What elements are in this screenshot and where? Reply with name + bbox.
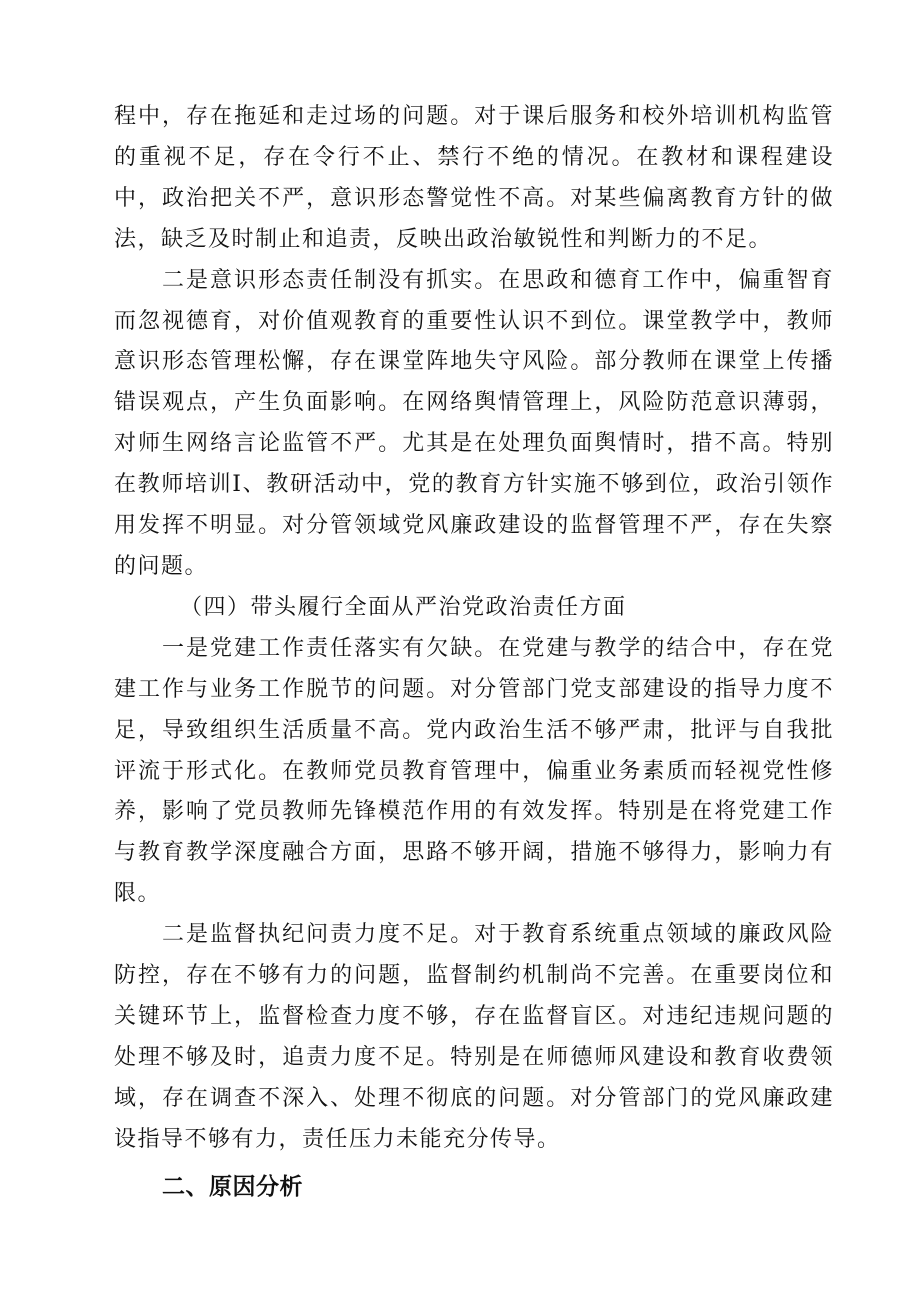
paragraph-continuation: 程中，存在拖延和走过场的问题。对于课后服务和校外培训机构监管的重视不足，存在令行不止、禁行不绝的情况。在教材和课程建设中，政治把关不严，意识形态警觉性不高。对某些偏离教育方针的做法，缺乏及时制止和追责，反映出政治敏锐性和判断力的不足。: [114, 104, 834, 252]
section-heading-cause-analysis: 二、原因分析: [162, 1173, 303, 1200]
paragraph-ideology-responsibility: 二是意识形态责任制没有抓实。在思政和德育工作中，偏重智育而忽视德育，对价值观教育的重要性认识不到位。课堂教学中，教师意识形态管理松懈，存在课堂阵地失守风险。部分教师在课堂上传播错误观点，产生负面影响。在网络舆情管理上，风险防范意识薄弱，对师生网络言论监管不严。尤其是在处理负面舆情时，措不高。特别在教师培训I、教研活动中，党的教育方针实施不够到位，政治引领作用发挥不明显。对分管领域党风廉政建设的监督管理不严，存在失察的问题。: [114, 267, 834, 579]
document-body: [114, 97, 834, 1207]
section-subheading-4: （四）带头履行全面从严治党政治责任方面: [180, 594, 627, 620]
paragraph-party-building: 一是党建工作责任落实有欠缺。在党建与教学的结合中，存在党建工作与业务工作脱节的问题。对分管部门党支部建设的指导力度不足，导致组织生活质量不高。党内政治生活不够严肃，批评与自我批评流于形式化。在教师党员教育管理中，偏重业务素质而轻视党性修养，影响了党员教师先锋模范作用的有效发挥。特别是在将党建工作与教育教学深度融合方面，思路不够开阔，措施不够得力，影响力有限。: [114, 635, 834, 907]
paragraph-supervision: 二是监督执纪问责力度不足。对于教育系统重点领域的廉政风险防控，存在不够有力的问题，监督制约机制尚不完善。在重要岗位和关键环节上，监督检查力度不够，存在监督盲区。对违纪违规问题的处理不够及时，追责力度不足。特别是在师德师风建设和教育收费领域，存在调查不深入、处理不彻底的问题。对分管部门的党风廉政建设指导不够有力，责任压力未能充分传导。: [114, 922, 834, 1152]
